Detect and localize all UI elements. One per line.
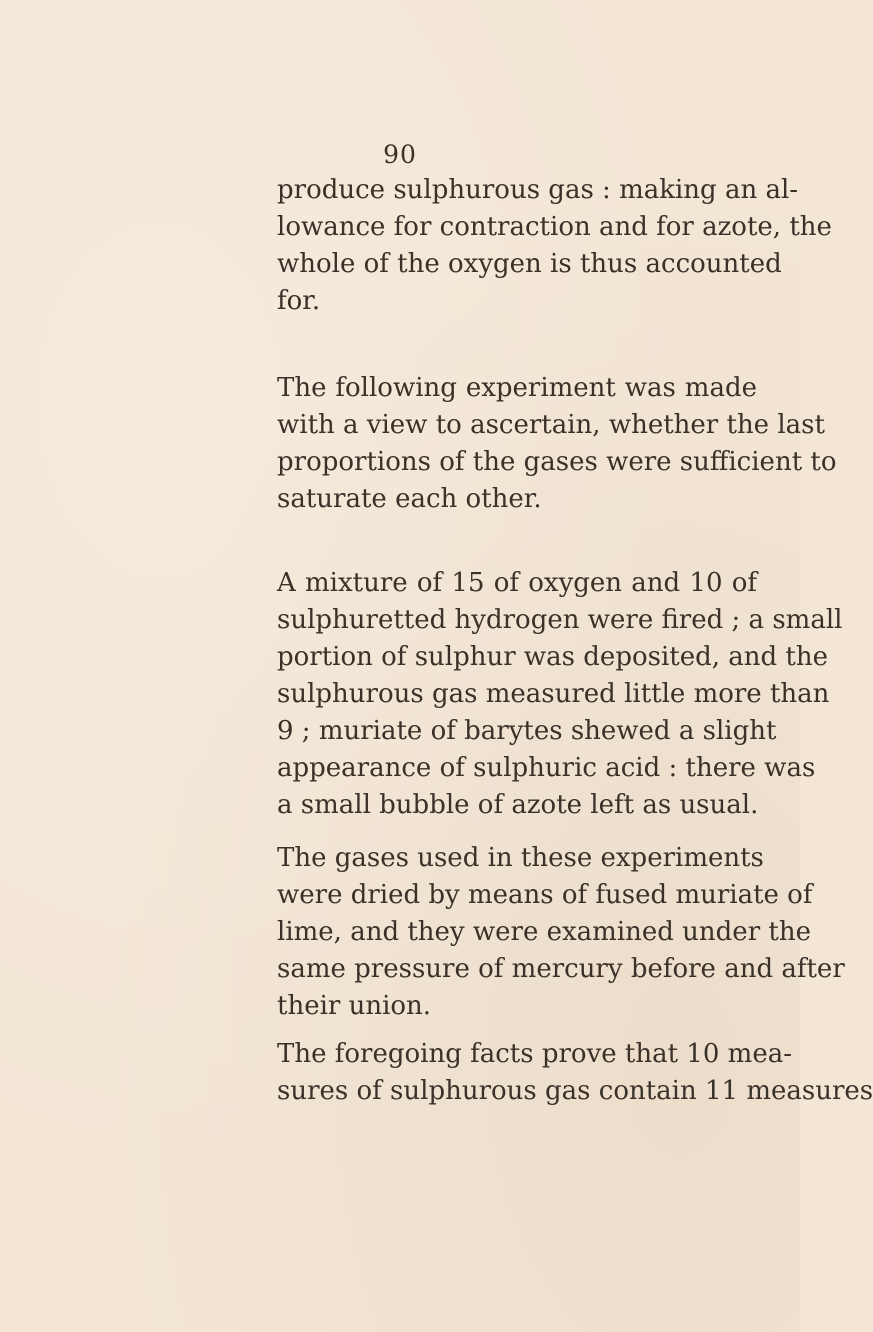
paragraph-3 [277, 565, 843, 824]
text-line: sulphurous gas measured little more than [277, 679, 830, 709]
text-line: their union. [277, 991, 432, 1021]
text-line: lime, and they were examined under the [277, 917, 811, 947]
text-line: sulphuretted hydrogen were fired ; a small [277, 605, 843, 635]
text-line: produce sulphurous gas : making an al- [277, 175, 799, 205]
text-line: lowance for contraction and for azote, the [277, 212, 832, 242]
text-line: a small bubble of azote left as usual. [277, 790, 759, 820]
text-line: appearance of sulphuric acid : there was [277, 753, 816, 783]
paragraph-5 [277, 1036, 873, 1110]
text-line: for. [277, 286, 321, 316]
text-line: proportions of the gases were sufficient to [277, 447, 837, 477]
text-line: The foregoing facts prove that 10 mea- [277, 1039, 792, 1069]
paragraph-4 [277, 840, 845, 1025]
text-line: were dried by means of fused muriate of [277, 880, 813, 910]
paragraph-1 [277, 172, 832, 320]
page-number: 90 [383, 140, 417, 169]
text-line: same pressure of mercury before and after [277, 954, 845, 984]
paragraph-2 [277, 370, 837, 518]
text-line: The gases used in these experiments [277, 843, 764, 873]
text-line: with a view to ascertain, whether the last [277, 410, 825, 440]
text-line: whole of the oxygen is thus accounted [277, 249, 782, 279]
text-line: A mixture of 15 of oxygen and 10 of [277, 568, 757, 598]
text-line: The following experiment was made [277, 373, 757, 403]
text-line: saturate each other. [277, 484, 542, 514]
text-line: portion of sulphur was deposited, and the [277, 642, 829, 672]
text-line: sures of sulphurous gas contain 11 measures [277, 1076, 873, 1106]
text-line: 9 ; muriate of barytes shewed a slight [277, 716, 777, 746]
